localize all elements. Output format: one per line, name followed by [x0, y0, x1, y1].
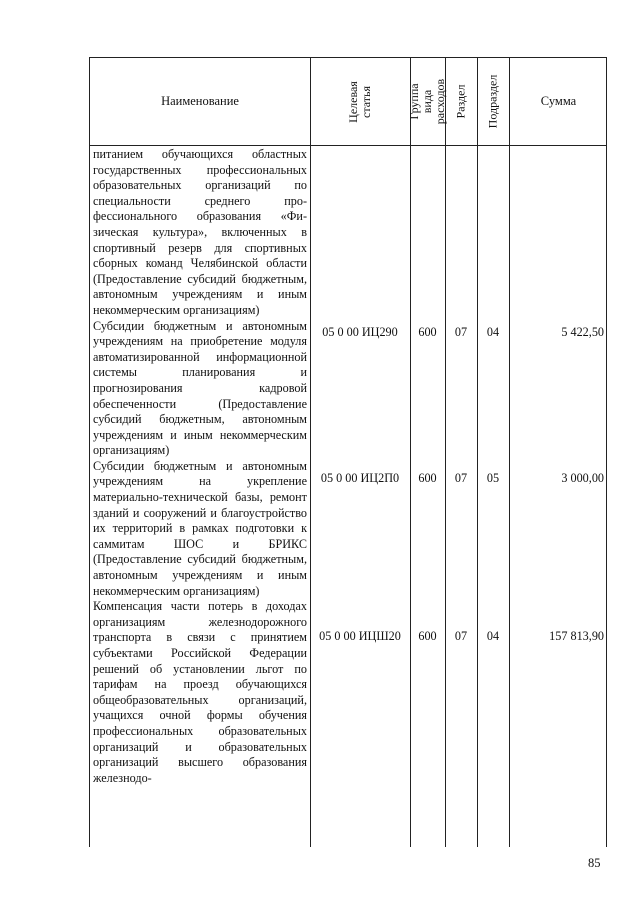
column-divider [310, 58, 311, 847]
row-3-name: Субсидии бюджетным и автономным учреждениям на укрепление материально-технической базы, ремонт зданий и сооружений и благоустройство их территорий в рамках подготовки к саммитам ШОС и БРИКС (Предоставление субсидий бюджетным, автономным учреждениям и иным некоммерческим организациям) [93, 458, 307, 598]
row-4-name: Компенсация части потерь в доходах организациям железнодорожного транспорта в связи с принятием субъектами Российской Федерации решений об установлении льгот по тарифам на проезд обучающихся общеобразовательных организаций, учащихся очной формы обучения профессиональных образовательных организаций и образовательных организаций высшего образования железнодо- [93, 599, 307, 785]
budget-table [89, 57, 607, 847]
name-column [93, 147, 307, 786]
table-row-name [93, 459, 307, 599]
header-group [407, 58, 447, 145]
row-2-sum: 3 000,00 [561, 471, 604, 485]
table-row-name [93, 599, 307, 786]
row-1-group: 600 [418, 325, 437, 339]
header-code [310, 58, 410, 145]
header-sum: Сумма [540, 94, 577, 108]
row-3-sum: 157 813,90 [549, 629, 604, 643]
header-section-label: Раздел [453, 84, 468, 119]
page-number: 85 [588, 856, 601, 870]
row-1-name: питанием обучающихся областных государственных профессиональных образовательных организаций по специальности среднего профессионального образования «Физическая культура», включенных в спортивный резерв для спортивных сборных команд Челябинской области (Предоставление субсидий бюджетным, автономным учреждениям и иным некоммерческим организациям) [93, 147, 307, 317]
row-1-code: 05 0 00 ИЦ290 [322, 325, 398, 339]
header-divider [90, 145, 606, 146]
row-1-section: 07 [454, 325, 468, 339]
row-3-subsection: 04 [486, 629, 500, 643]
table-row-name [93, 147, 307, 319]
header-section [445, 58, 477, 145]
row-1-subsection: 04 [486, 325, 500, 339]
row-1-sum: 5 422,50 [561, 325, 604, 339]
row-3-code: 05 0 00 ИЦШ20 [319, 629, 401, 643]
header-subsection-label: Подраздел [485, 74, 500, 129]
row-2-section: 07 [454, 471, 468, 485]
row-3-section: 07 [454, 629, 468, 643]
header-subsection [477, 58, 509, 145]
row-2-subsection: 05 [486, 471, 500, 485]
row-2-name: Субсидии бюджетным и автономным учреждениям на приобретение модуля автоматизированной информационной системы планирования и прогнозирования кадровой обеспеченности (Предоставление субсидий бюджетным, автономным учреждениям и иным некоммерческим организациям) [93, 318, 307, 458]
row-2-group: 600 [418, 471, 437, 485]
table-row-name [93, 319, 307, 459]
column-divider [445, 58, 446, 847]
column-divider [509, 58, 510, 847]
row-3-group: 600 [418, 629, 437, 643]
header-group-label: Группа вида расходов [407, 78, 447, 125]
header-code-label: Целевая статья [346, 80, 373, 123]
row-2-code: 05 0 00 ИЦ2П0 [320, 471, 400, 485]
column-divider [477, 58, 478, 847]
column-divider [410, 58, 411, 847]
header-name: Наименование [161, 94, 239, 108]
